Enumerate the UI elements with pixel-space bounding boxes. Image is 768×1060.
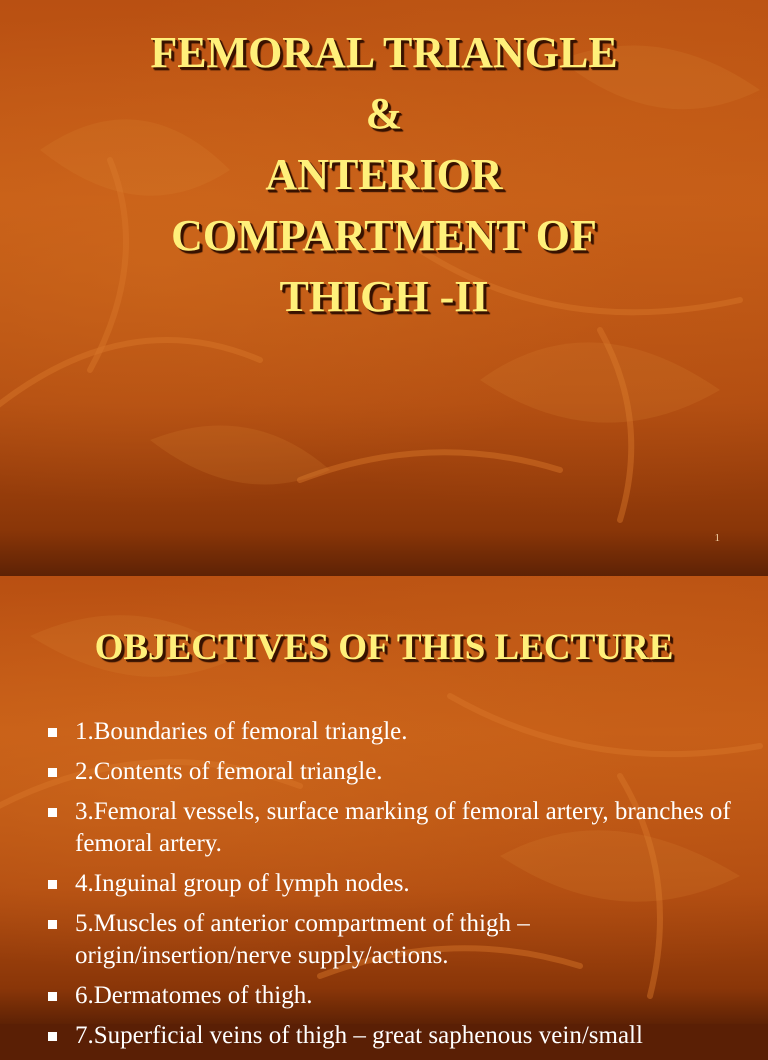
square-bullet-icon — [48, 808, 57, 817]
list-item — [46, 980, 738, 1012]
list-item — [46, 868, 738, 900]
title-line-1: FEMORAL TRIANGLE — [150, 28, 618, 77]
square-bullet-icon — [48, 728, 57, 737]
list-item — [46, 756, 738, 788]
slide-2 — [0, 576, 768, 1049]
slide-title — [0, 22, 768, 327]
list-item-text: 2.Contents of femoral triangle. — [75, 758, 383, 785]
list-item-text: 6.Dermatomes of thigh. — [75, 982, 313, 1009]
list-item-text: 4.Inguinal group of lymph nodes. — [75, 870, 410, 897]
title-line-3: ANTERIOR — [265, 150, 503, 199]
objectives-list — [46, 716, 738, 1060]
list-item-text: 3.Femoral vessels, surface marking of femoral artery, branches of femoral artery. — [75, 798, 731, 857]
title-line-5: THIGH -II — [279, 272, 489, 321]
title-line-4: COMPARTMENT OF — [171, 211, 597, 260]
list-item-text: 5.Muscles of anterior compartment of thigh – origin/insertion/nerve supply/actions. — [75, 910, 530, 969]
slide-number: 1 — [714, 532, 720, 544]
list-item — [46, 908, 738, 972]
title-line-2: & — [365, 89, 403, 138]
square-bullet-icon — [48, 880, 57, 889]
square-bullet-icon — [48, 1032, 57, 1041]
square-bullet-icon — [48, 992, 57, 1001]
square-bullet-icon — [48, 768, 57, 777]
objectives-heading: OBJECTIVES OF THIS LECTURE — [94, 627, 674, 668]
list-item-text: 1.Boundaries of femoral triangle. — [75, 718, 408, 745]
list-item-text: 7.Superficial veins of thigh – great saphenous vein/small — [75, 1022, 643, 1049]
list-item — [46, 716, 738, 748]
list-item — [46, 1020, 738, 1052]
list-item — [46, 796, 738, 860]
square-bullet-icon — [48, 920, 57, 929]
